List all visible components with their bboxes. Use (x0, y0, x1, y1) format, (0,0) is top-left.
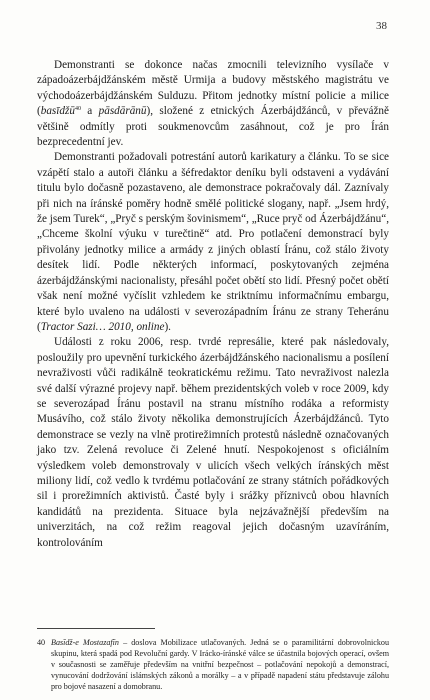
footnote-body (51, 637, 389, 692)
paragraph-3: Události z roku 2006, resp. tvrdé represálie, které pak následovaly, posloužily pro upevnění turkického ázerbájdžánského nacionalismu a posílení nevraživosti vůči radikálně teokratickému režimu. Tato nevraživost nalezla své další výrazné projevy např. během prezidentských voleb v roce 2009, kdy se severozápad Íránu postavil na stranu místního rodáka a reformisty Musávího, což stálo životy několika demonstrujících Ázerbájdžánců. Tyto demonstrace se vezly na vlně protirežimních protestů následně označovaných jako tzv. Zelená revoluce či Zelené hnutí. Nespokojenost s oficiálním výsledkem voleb demonstrovaly v ulicích všech velkých íránských měst miliony lidí, což vedlo k tvrdému potlačování ze strany státních pořádkových sil i prorežimních aktivistů. Časté byly i srážky příznivců obou hlavních kandidátů na prezidenta. Situace byla nejzávažnější především na univerzitách, na což režim reagoval jejich dočasným uzavíráním, kontrolováním (37, 336, 389, 549)
paragraph-1-conj: a (80, 105, 99, 118)
footnote-divider (37, 628, 155, 629)
paragraph-2-text: Demonstranti požadovali potrestání autorů karikatury a článku. To se sice vzápětí stalo a autoři článku a šéfredaktor deníku byli odstaveni a vydávání titulu bylo dočasně pozastaveno, ale demonstrace pokračovaly dál. Zaznívaly při nich na íránské poměry hodně smělé politické slogany, např. „Jsem hrdý, že jsem Turek“, „Pryč s perským šovinismem“, „Ruce pryč od Ázerbájdžánu“, „Chceme školní výuku v turečtině“ atd. Pro potlačení demonstrací byly přivolány jednotky milice a armády z jiných oblastí Íránu, což stálo životy desítek lidí. Podle některých informací, poskytovaných zejména ázerbájdžánskými nacionalisty, přesáhl počet obětí sto lidí. Přesný počet obětí však není možné vyčíslit vzhledem ke striktnímu informačnímu embargu, které bylo uvaleno na události v severozápadním Íránu ze strany Teheránu ( (37, 151, 389, 333)
main-text (37, 58, 389, 551)
paragraph-1-end: ), složené z etnických Ázerbájdžánců, v převážně většině odmítly proti soukmenovcům zasáhnout, což je pro Írán bezprecedentní jev. (37, 105, 389, 149)
term-basij: basīdžū (40, 105, 75, 118)
paragraph-2-end: ). (164, 320, 171, 333)
term-pasdaran: pāsdārānū (98, 105, 147, 118)
footnote-term: Basīdž-e Mostazafīn (51, 638, 119, 647)
paragraph-1-text: Demonstranti se dokonce načas zmocnili televizního vysílače v západoázerbájdžánském městě Urmija a budovy městského magistrátu ve východoázerbájdžánském Sulduzu. Přitom jednotky místní policie a milice ( (37, 59, 389, 118)
footnote-number: 40 (37, 638, 46, 647)
footnote (37, 637, 389, 692)
paragraph-2 (37, 150, 389, 335)
citation: Tractor Sazi… 2010, online (40, 320, 165, 333)
page-number: 38 (376, 20, 387, 32)
paragraph-1 (37, 58, 389, 150)
footnote-ref[interactable]: 40 (74, 106, 81, 113)
footnote-text: – doslova Mobilizace utlačovaných. Jedná se o paramilitární dobrovolnickou skupinu, která spadá pod Revoluční gardy. V Irácko-íránské válce se účastnila bojových operací, ovšem v současnosti se zaměřuje především na vnitřní bezpečnost – potlačování nepokojů a demonstrací, vynucování dodržování islámských zákonů a morálky – a v případě napadení státu představuje zálohu pro bojové nasazení a domobranu. (51, 638, 389, 692)
